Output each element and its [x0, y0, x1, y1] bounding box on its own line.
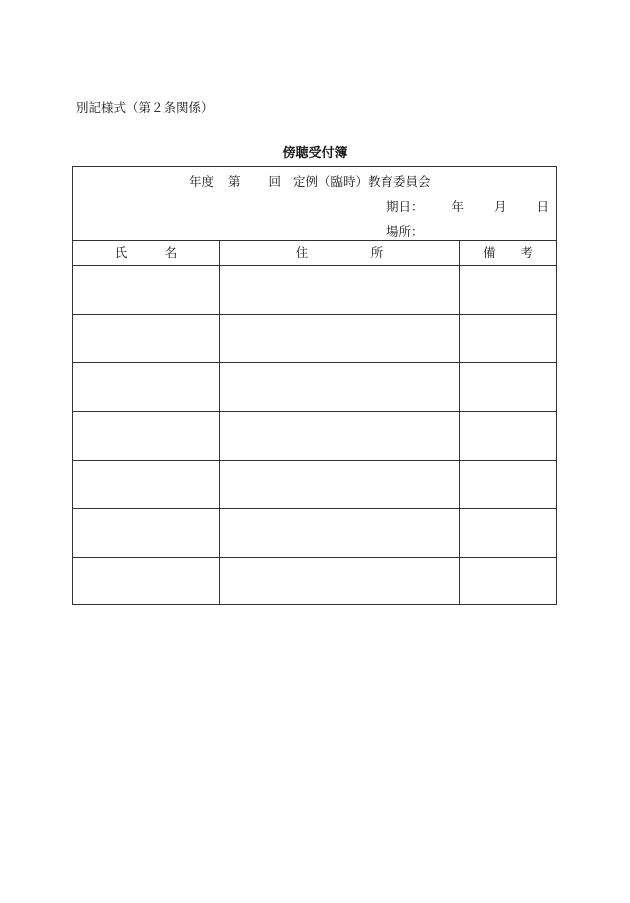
month-unit: 月	[494, 199, 507, 214]
remarks-cell-6[interactable]	[460, 509, 556, 557]
column-header-address: 住 所	[295, 245, 384, 260]
dai-label: 第	[228, 174, 241, 189]
address-cell-3[interactable]	[220, 363, 459, 411]
document-title: 傍聴受付簿	[282, 146, 348, 161]
kai-label: 回	[268, 174, 282, 189]
name-cell-1[interactable]	[73, 266, 219, 314]
name-cell-3[interactable]	[73, 363, 219, 411]
nendo-label: 年度	[189, 174, 215, 189]
name-cell-7[interactable]	[73, 558, 219, 604]
remarks-cell-2[interactable]	[460, 315, 556, 362]
name-cell-2[interactable]	[73, 315, 219, 362]
date-label: 期日：	[386, 199, 424, 214]
session-type: 定例（臨時）教育委員会	[293, 174, 431, 189]
name-cell-5[interactable]	[73, 461, 219, 508]
remarks-cell-7[interactable]	[460, 558, 556, 604]
address-cell-2[interactable]	[220, 315, 459, 362]
meeting-info	[73, 167, 556, 241]
header-row	[73, 241, 556, 266]
reception-table	[72, 166, 557, 605]
meeting-line	[189, 172, 431, 190]
address-cell-5[interactable]	[220, 461, 459, 508]
address-cell-6[interactable]	[220, 509, 459, 557]
day-unit: 日	[536, 199, 550, 214]
column-header-remarks: 備 考	[482, 245, 533, 260]
name-cell-6[interactable]	[73, 509, 219, 557]
address-cell-4[interactable]	[220, 412, 459, 460]
name-cell-4[interactable]	[73, 412, 219, 460]
address-cell-7[interactable]	[220, 558, 459, 604]
address-cell-1[interactable]	[220, 266, 459, 314]
place-label: 場所：	[386, 224, 424, 239]
year-unit: 年	[451, 199, 465, 214]
remarks-cell-3[interactable]	[460, 363, 556, 411]
remarks-cell-1[interactable]	[460, 266, 556, 314]
column-header-name: 氏 名	[114, 245, 178, 260]
remarks-cell-5[interactable]	[460, 461, 556, 508]
place-line	[386, 222, 424, 240]
form-reference: 別記様式（第２条関係）	[76, 100, 214, 115]
date-line	[386, 197, 549, 215]
remarks-cell-4[interactable]	[460, 412, 556, 460]
